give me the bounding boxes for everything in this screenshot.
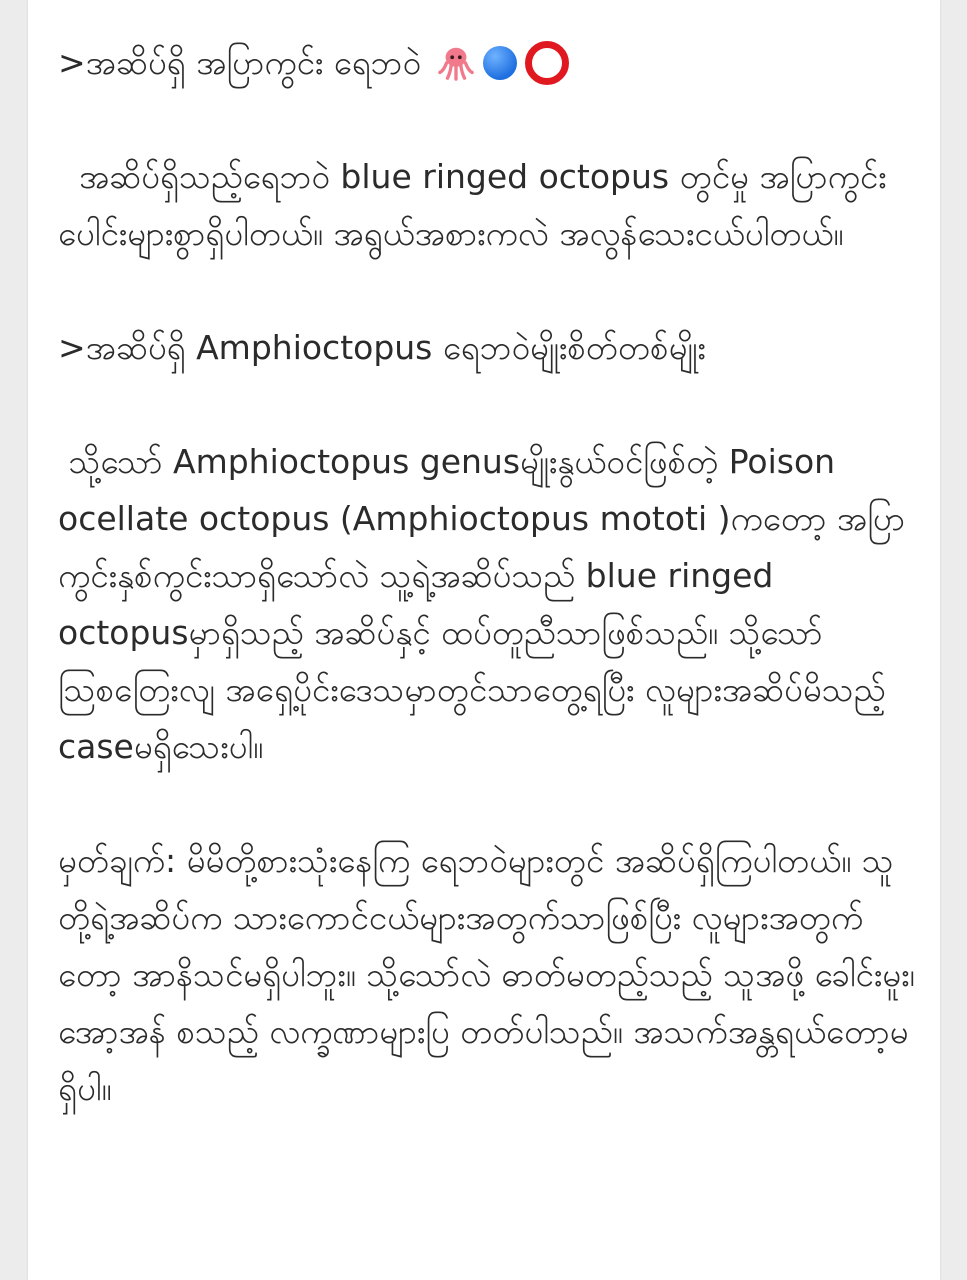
heading-emojis xyxy=(437,41,569,85)
paragraph-gap xyxy=(58,262,918,319)
post-content xyxy=(28,0,940,1117)
octopus-icon xyxy=(437,44,475,82)
heading-1-text: >အဆိပ်ရှိ အပြာကွင်း ရေဘဝဲ xyxy=(58,43,421,82)
paragraph-note: မှတ်ချက်: မိမိတို့စားသုံးနေကြ ရေဘဝဲများတွင် အဆိပ်ရှိကြပါတယ်။ သူတို့ရဲ့အဆိပ်က သားကောင်ငယ်များအတွက်သာဖြစ်ပြီး လူများအတွက်တော့ အာနိသင်မရှိပါဘူး။ သို့သော်လဲ ဓာတ်မတည့်သည့် သူအဖို့ ခေါင်းမူး၊ အော့အန် စသည့် လက္ခဏာများပြ တတ်ပါသည်။ အသက်အန္တရယ်တော့မရှိပါ။ xyxy=(58,841,926,1108)
heading-blue-ringed-octopus xyxy=(58,34,918,91)
blue-circle-icon xyxy=(483,46,517,80)
paragraph-gap xyxy=(58,91,918,148)
paragraph-amphioctopus: သို့သော် Amphioctopus genusမျိုးနွယ်ဝင်ဖြစ်တဲ့ Poison ocellate octopus (Amphioctopus mototi )ကတော့ အပြာကွင်းနှစ်ကွင်းသာရှိသော်လဲ သူ့ရဲ့အဆိပ်သည် blue ringed octopusမှာရှိသည့် အဆိပ်နှင့် ထပ်တူညီသာဖြစ်သည်။ သို့သော် ဩစတြေးလျ အရှေ့ပိုင်းဒေသမှာတွင်သာတွေ့ရပြီး လူများအဆိပ်မိသည့် caseမရှိသေးပါ။ xyxy=(58,442,906,766)
heading-amphioctopus: >အဆိပ်ရှိ Amphioctopus ရေဘဝဲမျိုးစိတ်တစ်မျိုး xyxy=(58,328,706,367)
paragraph-intro: အဆိပ်ရှိသည့်ရေဘဝဲ blue ringed octopus တွင်မှု အပြာကွင်းပေါင်းများစွာရှိပါတယ်။ အရွယ်အစားကလဲ အလွန်သေးငယ်ပါတယ်။ xyxy=(58,157,887,253)
paragraph-gap xyxy=(58,376,918,433)
post-page xyxy=(28,0,940,1280)
paragraph-gap xyxy=(58,775,918,832)
red-ring-icon xyxy=(525,41,569,85)
